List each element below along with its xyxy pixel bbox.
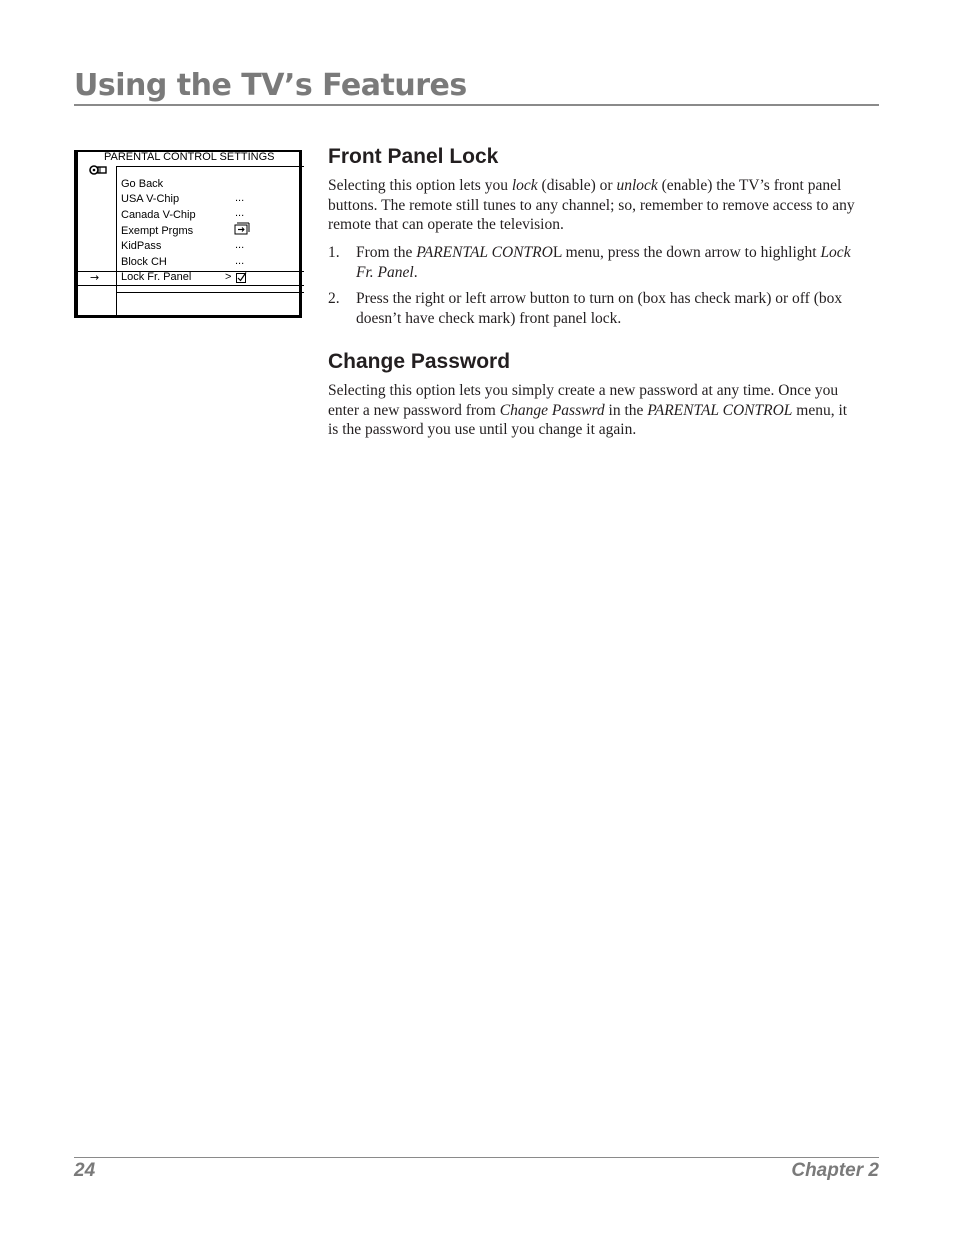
page-number: 24: [74, 1160, 96, 1181]
checked-checkbox-icon[interactable]: [236, 272, 247, 283]
menu-item-canada-vchip[interactable]: Canada V-Chip: [121, 209, 196, 221]
header-rule: [74, 104, 879, 106]
footer-rule: [74, 1157, 879, 1158]
menu-item-exempt-prgms[interactable]: Exempt Prgms: [121, 225, 194, 237]
chapter-label: Chapter 2: [791, 1160, 879, 1181]
selection-bottom-line: [78, 285, 304, 286]
selection-arrow-icon: →: [90, 271, 100, 284]
front-panel-lock-heading: Front Panel Lock: [328, 145, 499, 168]
front-panel-lock-intro: Selecting this option lets you lock (disable) or unlock (enable) the TV’s front panel buttons. The remote still tunes to any channel; so, remember to remove access to any remote that can operate the television.: [328, 177, 855, 233]
change-password-heading: Change Password: [328, 350, 511, 373]
menu-title: PARENTAL CONTROL SETTINGS: [104, 151, 275, 163]
menu-item-block-ch[interactable]: Block CH: [121, 256, 167, 268]
menu-footer-line: [116, 292, 304, 293]
menu-item-lock-fr-panel[interactable]: Lock Fr. Panel: [121, 271, 192, 283]
menu-left-bar: [76, 150, 78, 316]
menu-value-block-ch: ...: [235, 255, 245, 267]
menu-value-usa-vchip: ...: [235, 192, 245, 204]
menu-value-kidpass: ...: [235, 239, 245, 251]
change-password-text: Selecting this option lets you simply create a new password at any time. Once you enter a new password from Change Passwrd in the PARENTAL CONTROL menu, it is the password you use until you change it again.: [328, 382, 848, 438]
exempt-list-icon: [234, 222, 250, 235]
menu-item-usa-vchip[interactable]: USA V-Chip: [121, 193, 180, 205]
menu-item-go-back[interactable]: Go Back: [121, 178, 164, 190]
page-title: Using the TV’s Features: [74, 68, 467, 103]
step-1-text: From the PARENTAL CONTROL menu, press the down arrow to highlight Lock Fr. Panel.: [356, 244, 851, 281]
step-2-number: 2.: [328, 290, 340, 307]
menu-value-canada-vchip: ...: [235, 207, 245, 219]
menu-value-lock-fr-panel: >: [225, 271, 232, 283]
menu-item-kidpass[interactable]: KidPass: [121, 240, 162, 252]
step-1-number: 1.: [328, 244, 340, 261]
key-lock-icon: [89, 164, 107, 176]
step-2-text: Press the right or left arrow button to turn on (box has check mark) or off (box doesn’t have check mark) front panel lock.: [356, 290, 843, 327]
